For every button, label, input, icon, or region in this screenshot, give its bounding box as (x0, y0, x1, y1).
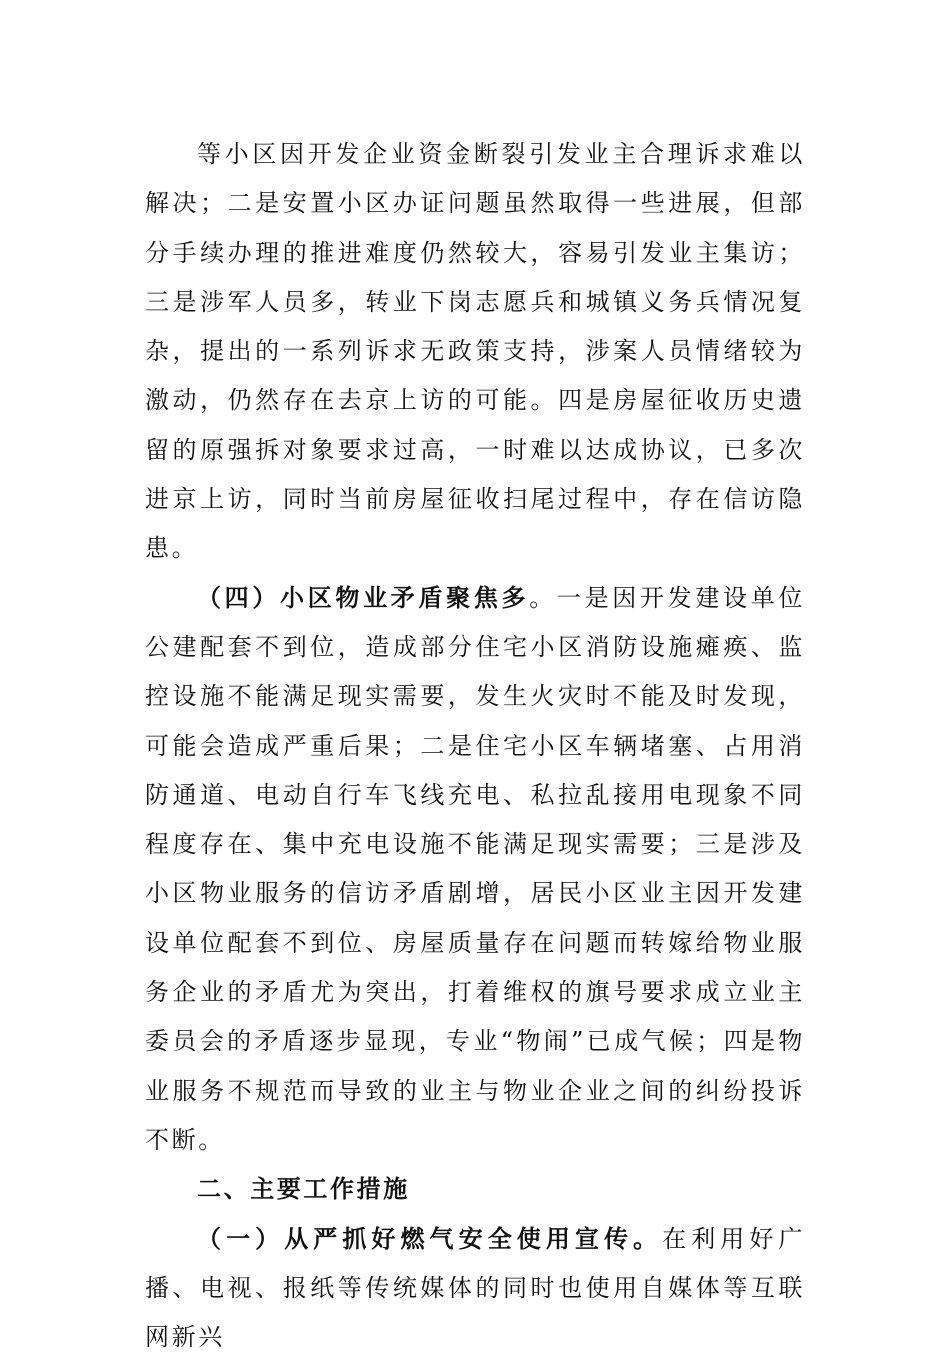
paragraph-text: 。一是因开发建设单位公建配套不到位，造成部分住宅小区消防设施瘫痪、监控设施不能满足现实需要，发生火灾时不能及时发现，可能会造成严重后果；二是住宅小区车辆堵塞、占用消防通道、电动自行车飞线充电、私拉乱接用电现象不同程度存在、集中充电设施不能满足现实需要；三是涉及小区物业服务的信访矛盾剧增，居民小区业主因开发建设单位配套不到位、房屋质量存在问题而转嫁给物业服务企业的矛盾尤为突出，打着维权的旗号要求成立业主委员会的矛盾逐步显现，专业“物闹”已成气候；四是物业服务不规范而导致的业主与物业企业之间的纠纷投诉不断。 (145, 583, 806, 1154)
document-body (145, 130, 805, 1362)
paragraph-gas-safety (145, 1215, 805, 1362)
section-heading: 二、主要工作措施 (197, 1175, 410, 1204)
paragraph-text: 在利用好广播、电视、报纸等传统媒体的同时也使用自媒体等互联网新兴 (145, 1224, 806, 1352)
paragraph-lead-heading: （一）从严抓好燃气安全使用宣传。 (197, 1224, 663, 1253)
paragraph-petition-issues (145, 130, 805, 574)
paragraph-property-conflicts (145, 574, 805, 1166)
paragraph-lead-heading: （四）小区物业矛盾聚焦多 (197, 583, 530, 612)
paragraph-text: 等小区因开发企业资金断裂引发业主合理诉求难以解决；二是安置小区办证问题虽然取得一些进展，但部分手续办理的推进难度仍然较大，容易引发业主集访；三是涉军人员多，转业下岗志愿兵和城镇义务兵情况复杂，提出的一系列诉求无政策支持，涉案人员情绪较为激动，仍然存在去京上访的可能。四是房屋征收历史遗留的原强拆对象要求过高，一时难以达成协议，已多次进京上访，同时当前房屋征收扫尾过程中，存在信访隐患。 (145, 140, 805, 563)
